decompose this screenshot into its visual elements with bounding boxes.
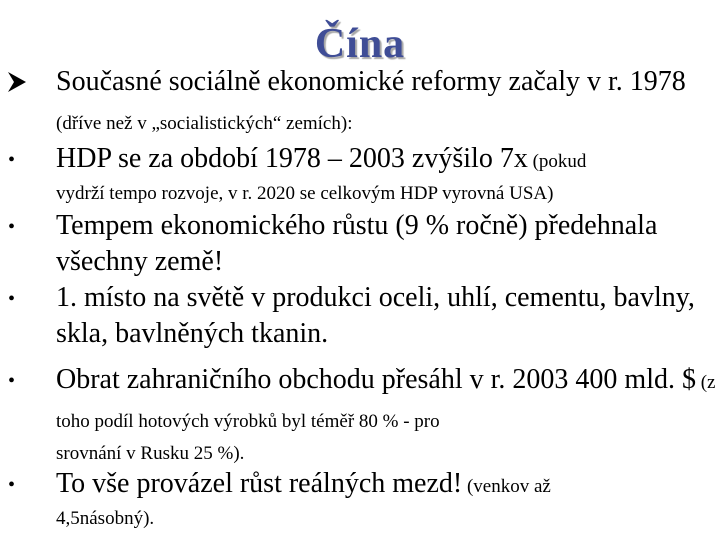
bullet-text (56, 280, 716, 352)
bullet-dot-icon: • (8, 149, 16, 171)
bullet-lead: Současné sociálně ekonomické reformy začaly v r. 1978 (56, 66, 686, 97)
bullet-text (56, 208, 716, 280)
bullet-note: (venkov až (462, 476, 551, 497)
bullet-text (56, 64, 716, 142)
bullet-dot-icon: • (8, 288, 16, 310)
bullet-text (56, 141, 716, 208)
bullet-lead: To vše provázel růst reálných mezd! (56, 468, 463, 499)
bullet-note: (dříve než v „socialistických“ zemích): (56, 113, 353, 134)
bullet-text (56, 466, 716, 533)
bullet-lead: Obrat zahraničního obchodu přesáhl v r. 2003 400 mld. $ (56, 364, 696, 395)
bullet-subtext: srovnání v Rusku 25 %). (56, 443, 245, 464)
bullet-lead: 1. místo na světě v produkci oceli, uhlí, cementu, bavlny, skla, bavlněných tkanin. (56, 282, 695, 349)
bullet-dot-icon: • (8, 216, 16, 238)
slide-title: Čína (314, 21, 406, 67)
bullet-subtext: 4,5násobný). (56, 508, 155, 529)
bullet-lead: HDP se za období 1978 – 2003 zvýšilo 7x (56, 143, 528, 174)
bullet-subtext: vydrží tempo rozvoje, v r. 2020 se celkovým HDP vyrovná USA) (56, 183, 554, 204)
bullet-note: (pokud (527, 151, 587, 172)
bullet-text (56, 362, 716, 468)
arrow-bullet-icon (6, 64, 28, 103)
bullet-dot-icon: • (8, 370, 16, 392)
bullet-note: (z toho podíl hotových výrobků byl téměř 80 % - pro (56, 372, 716, 432)
bullet-lead: Tempem ekonomického růstu (9 % ročně) předehnala všechny země! (56, 210, 658, 277)
bullet-dot-icon: • (8, 474, 16, 496)
